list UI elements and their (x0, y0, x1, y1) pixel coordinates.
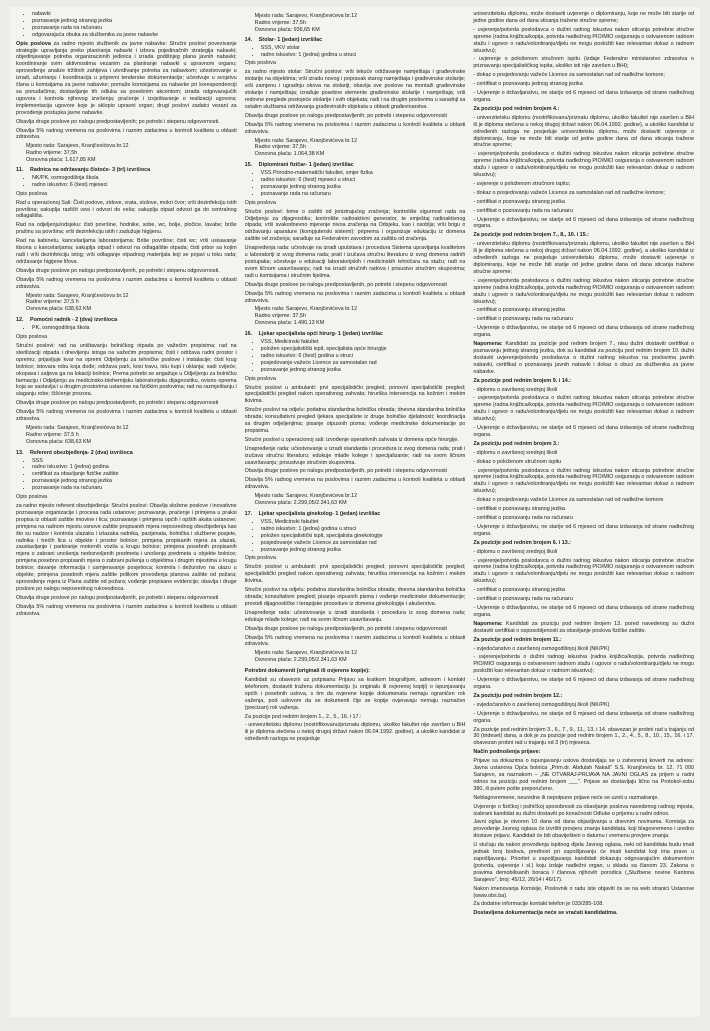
paragraph: - dokaz o položenom stručnom ispitu (473, 458, 562, 465)
paragraph: - Uvjerenje o državljanstvu, ne starije od 6 mjeseci od dana izdavanja od strane nadležnog organa. (473, 710, 695, 724)
paragraph: - Uvjerenje o državljanstvu, ne starije od 6 mjeseci od dana izdavanja od strane nadležnog organa. (473, 677, 695, 691)
paragraph: Prijave sa dokazima o ispunjavanju uslova dostavljaju se u zatvorenoj koverti na adresu: Javna ustanova Opća bolnica „Prim.dr. Abdulah Nakaš" S.S. Kranjčevića br. 12, 71 000 Sarajevo, sa naznakom – „NE OTVARAJ-PRIJAVA NA JAVNI OGLAS za prijem u radni odnos na poziciju pod rednim brojem ___". Prijave se dostavljaju lično na Protokol-sobu 380, ili putem pošte preporučeno. (473, 758, 695, 792)
docs-text: Za pozicije pod rednim brojem 1., 2., 5., 16. i 17.: (244, 713, 362, 720)
list-item: • VSS, Medicinski fakultet (261, 519, 466, 526)
paragraph: - diplomu o završenoj srednjoj školi (473, 386, 558, 393)
job-meta (26, 425, 237, 446)
paragraph: - uvjerenje o položenom stručnom ispitu (izdaje Federalno ministarstvo zdravstva o priznavanju specijalističkog ispita, ukoliko isti nije završen u BiH); (473, 56, 695, 70)
job-time: Obavlja 5% radnog vremena na poslovima i raznim zadacima u kontroli kvaliteta u oblasti zdravstva. (244, 121, 466, 135)
paragraph: - diplomu o završenoj srednjoj školi (473, 548, 558, 555)
job-desc: Unapređenja rada: učestvuje na izradi uputstava i procedura Sistema upravljanja kvalitetom u laboratoriji iz svog domena rada; prati i izučava stručnu literaturu iz svog domena radnih postupaka; učestvuje u edukaciji laboratorijskih i medicinskih tehničara na stažu; radi na svom ličnom usavršavanju; radi na izradi stručnih radova i prisustvo stručnim skupovima; radi u komisijama i stručnim tijelima. (244, 245, 466, 279)
column-2 (245, 11, 466, 1013)
job-extra: Obavlja druge poslove po nalogu predpostavljenih; po potrebi i stepenu odgovornosti. (16, 118, 220, 125)
work-place: Mjesto rada: Sarajevo, Kranjčevićeva br.12 (26, 424, 129, 431)
job-extra: Obavlja druge poslove po nalogu predpostavljenih, po potrebi i stepenu odgovornosti (244, 281, 447, 288)
paragraph: Za pozicije pod rednim brojem 3., 6., 7., 9., 11., 13. i 14. obavezan je probni rad u trajanju od 30 (trideset) dana, a dok je za pozicije pod rednim brojem 1., 2., 4., 5., 8., 10., 15., 16. i 17. obavezan probni rad u trajanju od 3 (tri) mjeseca. (473, 726, 695, 747)
job-16 (245, 331, 466, 507)
list-item: • radno iskustvo: 1 (jedna) godina u struci (261, 526, 466, 533)
work-hours: Radno vrijeme: 37,5 h (26, 431, 79, 438)
newspaper-page (10, 7, 700, 1017)
paragraph: - certifikat o poznavanju rada na računaru (473, 596, 573, 603)
job-time: Obavlja 5% radnog vremena na poslovima i raznim zadacima u kontroli kvaliteta u oblasti zdravstva. (244, 290, 466, 304)
base-salary: Osnovna plaća: 638,63 KM (26, 306, 92, 313)
paragraph: - uvjerenje/potvrda poslodavca o dužini radnog iskustva nakon sticanja potrebne stručne spreme (radna knjižica/kopija, potvrda nadležnog PIO/MIO osiguranja o ostvarenom radnom stažu i ugovor o radu/volontiranju/djelu ne mogu posložiti kao relevantan dokaz o radnom iskustvu); (473, 395, 695, 423)
base-salary: Osnovna plaća: 638,63 KM (26, 438, 92, 445)
paragraph: univerzitetsku diplomu, može dostaviti uvjerenje o diplomiranju, koje ne može biti starije od jedne godine dana od dana sticanja tražene stručne spreme; (473, 11, 695, 24)
paragraph: - univerzitetsku diplomu (nostrifikovanu/priznatu diplomu, ukoliko fakultet nije završen u BiH ili je diploma stečena u nekoj drugoj državi nakon 06.04.1992. godine), a ukoliko kandidat iz određenih razloga ne posjeduje univerzitetsku diplomu, može dostaviti uvjerenje o diplomiranju, koje ne može biti starije od jedne godine dana od dana sticanja tražene stručne spreme; (473, 114, 695, 149)
paragraph: - Uvjerenje o državljanstvu, ne starije od 6 mjeseci od dana izdavanja od strane nadležnog organa. (473, 425, 695, 438)
list-item: • poznavanje jednog stranog jezika (32, 18, 237, 25)
job-time: Obavlja 5% radnog vremena na poslovima i raznim zadacima u kontroli kvaliteta u oblasti zdravstva. (16, 127, 237, 141)
job-requirements (245, 519, 466, 554)
job-desc: za radno mjesto stolar: Stručni poslovi: vrši tekuće održavanje namještaja i građevinske stolarije na objektima; vrši izradu novog i popravak starog namještaja i građevinske stolarije; vrši zamjenu i ugradnju okova na stolariji; obavlja sve poslove na montaži građevinske stolarije i namještaja; izrađuje posebne elemente građevinske stolarije i namještaja; vrši redovne preglede postojeće stolarije i svih objekata; radi i na drugim poslovima u saradnji sa ostalim službama održavanja građevinskih objekata u oblasti građevinarstva. (244, 69, 466, 110)
job-meta (255, 13, 466, 34)
base-salary: Osnovna plaća: 2.299,05/2.341,63 KM (254, 657, 347, 664)
job-desc: Rad na odjeljenju/odsjeku: čisti površine, hodnike, sobe, wc, bolje, pločice, lavabe; briše prašinu sa površina; vrši dezinfekciju istih i zadužuje higijenu. (16, 222, 237, 236)
list-item: • poznavanje jednog stranog jezika (261, 547, 466, 554)
list-item: • radno iskustvo: 1 (jedna) godina u struci (261, 52, 466, 59)
paragraph: Uvjerenje o fizičkoj i psihičkoj sposobnosti za obavljanje poslova navedenog radnog mjesta, izabrani kandidat su dužni dostaviti po konačnosti Odluke o prijemu u radni odnos. (473, 803, 695, 817)
column-3 (473, 11, 694, 1013)
job-meta (26, 143, 237, 164)
paragraph: - uvjerenje o položenom stručnom ispitu; (473, 180, 571, 187)
desc-heading: Opis poslova (16, 334, 48, 341)
job-title: 17. Ljekar specijalista ginekolog- 1 (jedan) izvršilac (244, 511, 381, 517)
job-12 (16, 317, 237, 445)
job-desc: Rad na kabinetu, kancelarijama laboratorijama: Briše površine; čisti wc; vrši usisavanje itisona u kancelarijama; sakuplja otpad i odvozi na odlagalište otpada; čisti prbor sa kojim radi i vrši dezinfekciju istog; vrši odlaganje otpadnog materijala koji se pojavi u toku rada; održavanje higijene lifova. (16, 238, 237, 265)
desc-heading: Opis poslova (244, 60, 276, 67)
closing-note: Dostavljena dokumentacija neće se vraćati kandidatima. (473, 910, 618, 917)
paragraph: - Uvjerenje o državljanstvu, ne starije od 6 mjeseci od dana izdavanja od strane nadležnog organa. (473, 604, 695, 618)
job-15 (245, 162, 466, 327)
list-item: • certifikat za obavljanje fizičke zaštite (32, 471, 237, 478)
paragraph: - certifikat o poznavanju stranog jezika (473, 307, 566, 314)
paragraph: - svjedočanstvo o završenoj osmogodišnjoj školi (NK/PK) (473, 701, 610, 708)
section-heading: Za pozicije pod rednim brojem 7., 8., 10. i 15.: (473, 232, 589, 239)
list-item: • NK/PK, osmogodišnja škola (32, 175, 237, 182)
desc-heading: Opis poslova (244, 555, 276, 562)
desc-heading: Opis poslova (16, 190, 48, 197)
paragraph: - uvjerenje/potvrda poslodavca o dužini radnog iskustva nakon sticanja potrebne stručne spreme (radna knjižica/kopija, potvrda nadležnog PIO/MIO osiguranja o ostvarenom radnom stažu i ugovor o radu/volontiranju/djelu ne mogu posložiti kao relevantan dokaz o radnom iskustvu); (473, 277, 695, 305)
job-title: 11. Radnica na održavanju čistoće- 3 (tri) izvršioca (16, 167, 151, 174)
work-place: Mjesto rada: Sarajevo, Kranjčevićeva br.12 (254, 650, 358, 657)
base-salary: Osnovna plaća: 1.064,38 KM (254, 151, 325, 158)
list-item: • VSS, Medicinski fakultet (261, 339, 466, 346)
job-time: Obavlja 5% radnog vremena na poslovima i raznim zadacima u kontroli kvaliteta u oblasti zdravstva. (16, 276, 237, 290)
desc-heading: Opis poslova (244, 375, 276, 382)
job-meta (255, 650, 466, 664)
list-item: • poznavanje jednog stranog jezika (261, 184, 466, 191)
base-salary: Osnovna plaća: 1.617,85 KM (26, 157, 96, 164)
section-heading: Za poziciju pod rednim brojem 12.: (473, 692, 563, 699)
paragraph: - uvjerenje/potvrda o dužini radnog iskustva (radna knjižica/kopija, potvrda nadležnog PIO/MIO osiguranja o ostvarenom radnom stažu i ugovor o radu/volontiranju/djelu ne mogu posložiti kao relevantan dokaz o radnom iskustvu); (473, 654, 695, 675)
paragraph: - dokaz o posjedovanju važeće Licence za samostalan rad od nadležne komore; (473, 189, 665, 196)
paragraph: Neblagovremene, neuredne ili nepotpune prijave neće se uzeti u razmatranje. (473, 794, 659, 801)
base-salary: Osnovna plaća: 2.299,05/2.341,63 KM (254, 500, 347, 507)
work-hours: Radno vrijeme: 37,5h (254, 313, 306, 320)
job-desc: Unapređenje rada: učestvovanje u izradi standarda i procedura iz svog domena rada; edukuje mlađe kolege; radi na svom ličnom usavršavanju. (244, 609, 466, 623)
job-desc: Stručni poslovi na odjelu: podatna standardna bolnička obrada; dnevna standardna bolnička obrada; konsultativni pregled ljekara specijaliste iz druge bolničke djelatnosti; koordinacija sa drugim odjeljenjima; pisanje otpusnih pisma; vođenje medicinske dokumentacije po propisima. (244, 407, 466, 434)
paragraph: - certifikat o poznavanju stranog jezika (473, 198, 566, 205)
section-heading: Za pozicije pod rednim brojem 6. i 13.: (473, 539, 571, 546)
job-desc: Stručni poslovi: rad na uništavanju bolničkog otpada po važećim propisima; rad na sterilizaciji otpada i dnevljenju istoga na važećim propisima; čisti i održava radni prostor i opremu; prijavljuje kvar na opremi Odjeljenju za tehničke poslove i instalacije; čisti krug bolnice; istovara robu koja dođe; održava park, kosi travu, istu kupi i uklanja; sadi cvijeće, okopava i zaljeva ga na lokaciji bolnice; Prema potrebi se angažuje u Odjeljenju za bolničku farmaciju i Odjeljenju za medicinsko-biohemijsku laboratorijsku dijagnostiku, ovisno oprema koja se sastavlja i u drugim prostorima ustanove na fizičkim poslovima; rad na razmještanju i slaganju robe; čišćenje prozora. (16, 342, 237, 398)
paragraph: U slučaju da nakon provođenja ispitnog dijela Javnog oglasa, neki od kandidata budu imali jednak broj bodova, prednost pri zapošljavanju će imati kandidat koji ima pravo u zapošljavanju. Prioritet u zapošljavanju kandidati dokazuju odgovarajućim dokumentom (potvrda, uvjerenje i sl.) koju izdaje nadležni organ, u skladu sa članom 23. Zakona o pravima demobilisanih boraca i članova njihovih porodica („Službene novine Kantona Sarajevo", broj: 45/12, 26/14 i 46/17). (473, 842, 695, 883)
list-item: • poznavanje jednog stranog jezika (261, 367, 466, 374)
list-item: • nabavki (32, 11, 237, 18)
job-meta (255, 306, 466, 327)
job-desc: Stručni poslovi u operacionoj sali: izvođenje operativnih zahvata iz domena opće hirurgije. (244, 436, 459, 443)
base-salary: Osnovna plaća: 936,65 KM (254, 26, 320, 33)
desc-heading: Opis poslova (16, 494, 48, 501)
paragraph: - certifikat o poznavanju stranog jezika (473, 587, 566, 594)
list-item: • PK, osmogodišnja škola (32, 325, 237, 332)
job-desc: Stručni poslovi u ambulanti: prvi specijalistički pregled; ponovni specijalistički pregled; specijalistički pregled nakon operativnog zahvata; hirurška intervencija na kožnim i mekim tkivima. (244, 384, 466, 405)
section-heading: Za poziciju pod rednim brojem 3.: (473, 440, 560, 447)
job-extra: Obavlja druge poslove po nalogu predpostavljenih, po potrebi i stepenu odgovornosti. (16, 267, 220, 274)
list-item: • radno iskustvo: 6 (šest) mjeseci (32, 182, 237, 189)
job-time: Obavlja 5% radnog vremena na poslovima i raznim zadacima u kontroli kvaliteta u oblasti zdravstva. (244, 634, 466, 648)
list-item: • odgovarajuća obuka za službenika za javne nabavke (32, 32, 237, 39)
paragraph: - dokaz o posjedovanju važeće Licence za samostalan rad od nadležne komore; (473, 72, 665, 79)
job-title: 13. Referent obezbjeđenja- 2 (dva) izvršioca (16, 449, 133, 456)
paragraph: - uvjerenje/potvrda poslodavca o dužini radnog iskustva nakon sticanja potrebne stručne spreme (radna knjižica/kopija, potvrda nadležnog PIO/MIO osiguranja o ostvarenom radnom stažu i ugovor o radu/volontiranju/djelu ne mogu posložiti kao relevantan dokaz o radnom iskustvu); (473, 557, 695, 585)
list-item: • položen specijalistički ispit, specijalista opće hirurgije (261, 346, 466, 353)
paragraph: - uvjerenje/potvrda poslodavca o dužini radnog iskustva nakon sticanja potrebne stručne spreme (radna knjižica/kopija, potvrda nadležnog PIO/MIO osiguranja o ostvarenom radnom stažu i ugovor o radu/volontiranju/djelu ne mogu posložiti kao relevantan dokaz o radnom iskustvu); (473, 467, 695, 495)
job-meta (26, 293, 237, 314)
paragraph: - Uvjerenje o državljanstvu, ne starije od 6 mjeseci od dana izdavanja od strane nadležnog organa. (473, 90, 695, 103)
job-extra: Obavlja druge poslove po nalogu predpostavljenih, po potrebi i stepenu odgovornosti (16, 594, 219, 601)
work-place: Mjesto rada: Sarajevo, Kranjčevićeva br.12 (254, 13, 358, 19)
list-item: • radno iskustvo: 1 (jedna) godina (32, 464, 237, 471)
work-place: Mjesto rada: Sarajevo, Kranjčevićeva br.12 (254, 306, 358, 313)
paragraph: - svjedočanstvo o završenoj osmogodišnjoj školi (NK/PK) (473, 645, 610, 652)
note: Napomena: Kandidati za pozicije pod rednim brojem 7., nisu dužni dostaviti certifikat o poznavanju jednog stranog jezika, dok su kandidati za poziciju pod rednim brojem 10. dužni dostaviti uvjerenje/potvrdu poslodavca o dužini radnog iskustva na poslovima javnih nabavki, certifikat o poznavanju javnih nabavki i dokaz o obuci za službenika za javne nabavke. (473, 341, 695, 375)
work-hours: Radno vrijeme: 37,5 h (26, 299, 79, 306)
list-item: • položen specijalistički ispit, specijalista ginekologije (261, 533, 466, 540)
paragraph: - Uvjerenje o državljanstvu, ne starije od 6 mjeseci od dana izdavanja od strane nadležnog organa. (473, 325, 695, 339)
job-desc: Stručni poslovi na odjelu: podatna standardna bolnička obrada; dnevna standardna bolnička obrada; konsultativni pregled; pisanje otpusnih pisma i vođenje medicinske dokumentacije; provodi dijagnostičke i terapijske procedure iz domena ginekologije i akušerstva. (244, 587, 466, 607)
job-requirements (16, 458, 237, 493)
desc-heading: Opis poslova (244, 199, 276, 206)
job-extra: Obavlja druge poslove po nalogu predpostavljenih, po potrebi i stepenu odgovornosti (244, 625, 447, 632)
job-requirements (245, 45, 466, 59)
work-hours: Radno vrijeme: 37,5h (254, 19, 306, 26)
paragraph: - diplomu o završenoj srednjoj školi (473, 449, 558, 456)
job-desc: Stručni poslovi: brine o zaštiti od jonizirajućeg zračenja; kontroliše sigurnost rada na Odjeljenju za dijagnostiku; kontroliše radioaktivni generator, te smještaj radioaktivnog otpada; vrši svakodnevno mjerenje nivoa zračenja na Odsjeku, kao i osoblja; vrši brigu o održavanju aparature (kompjuterski sistemi): priprema i organizuje edukaciju iz domena zaštite od zračenja; sarađuje sa Federalnim zavodom za zaštitu od zračenja. (244, 208, 466, 243)
work-place: Mjesto rada: Sarajevo, Kranjčevićeva br.12 (26, 143, 129, 150)
list-item: • radno iskustvo: 6 (šest) godina u struci (261, 353, 466, 360)
job-title: 12. Pomoćni radnik - 2 (dva) izvršioca (16, 317, 118, 324)
work-hours: Radno vrijeme: 37,5h (26, 150, 78, 157)
paragraph: - Uvjerenje o državljanstvu, ne starije od 6 mjeseci od dana izdavanja od strane nadležnog organa. (473, 523, 695, 537)
job-11 (16, 167, 237, 313)
job-title: 14. Stolar- 1 (jedan) izvršilac (244, 36, 323, 43)
list-item: • radno iskustvo: 6 (šest) mjeseci u struci (261, 177, 466, 184)
docs-text: Kandidati su obavezni uz potpisanu Prijavu sa kratkom biografijom, adresom i kontakt telefonom, dostaviti traženu dokumentaciju (u originalu ili ovjerenoj kopiji) o ispunjavanju općih i posebnih uslova, s tim da ovjerene kopije dokumenata nemaju ograničen rok važenja, pod uslovom da se dokumenti čije se kopije ovjeravaju nemaju naznačen (precizan) rok važenja. (244, 677, 466, 711)
paragraph: - uvjerenje/potvrda poslodavca o dužini radnog iskustva nakon sticanja potrebne stručne spreme (radna knjižica/kopija, potvrda nadležnog PIO/MIO osiguranja o ostvarenom radnom stažu i ugovor o radu/volontiranju/djelu ne mogu posložiti kao relevantan dokaz o radnom iskustvu); (473, 26, 695, 54)
paragraph: Nakon imenovanja Komisije, Poslovnik o radu iste objaviti će se na web stranici Ustanove (www.obs.ba). (473, 885, 695, 899)
job-desc: Stručni poslovi u ambulanti: prvi specijalistički pregled; ponovni specijalistički pregled; specijalistički pregled nakon operativnog zahvata; hirurška intervencija na kožnim i mekim tkivima. (244, 564, 466, 585)
job-extra: Obavlja druge poslove po nalogu predpostavljenih, po potrebi i stepenu odgovornosti (244, 468, 447, 475)
section-heading: Za pozicije pod rednim brojem 11.: (473, 636, 562, 643)
section-heading: Za poziciju pod rednim brojem 4.: (473, 105, 560, 112)
section-heading: Za pozicije pod rednim brojem 9. i 14.: (473, 377, 571, 384)
work-place: Mjesto rada: Sarajevo, Kranjčevićeva br.12 (254, 493, 358, 500)
paragraph: Javni oglas je otvoren 10 dana od dana objavljivanja u dnevnim novinama. Komisija za provođenje Javnog oglasa će izvršiti provjeru znanja kandidata, koji blagovremeno i uredno dostave prijavu. Kandidati će biti obaviješteni o datumu i vremenu provjere znanja. (473, 819, 695, 840)
job-14 (245, 37, 466, 159)
section-heading: Način podnošenja prijave: (473, 749, 541, 756)
job-desc: Rad u operacionoj Sali: Čisti podove, zidove, vrata, stolove, mokri čvor; vrši dezinfekciju istih površina; sakuplja različit vesi i odvozi do veša; sakuplja otpad odvozi ga do centralnog odlagališta. (16, 199, 237, 220)
job-description: Opis poslova za radno mjesto službenik za javne nabavke: Stručni poslovi povezivanje strategije upravljanja preko planiranja nabavki i izbora pojedinačnih strategija nabavki; objedinjavanje potreba organizacionih jedinica i izrada godišnjeg plana javnih nabavki; koordiniranje svim aktivnostima vezanim za planiranje nabavki u upravnom organu; sprovođenje analize tržišnih zahtjeva i utvrđivanje potreba za nabavkom; učestvovanje u izradi, ažuriranju i koordinacija u pripremi tenderske dokumentacije; učestvuje u svojstvu člana u komisijama za javne nabavke; pomaže komisijama za nabavke pri korespondenciji sa ponuđačima; dostavljanje tih odluka sa posebnim akcentom; izrada odgovarajućih ugovora i kontrola njihovog izvršenja; praćenje i izvještavanje o realizaciji ugovora; implementacija ugovore koje je sklopio upravni organ; drugi poslovi zadatci vezani za provođenje postupka javne nabavke. (16, 40, 237, 116)
requirements-list (16, 11, 237, 39)
base-salary: Osnovna plaća: 1.490,13 KM (254, 320, 325, 327)
job-desc: Unapređenje rada: učestvovanje u izradi standarda i procedura iz svog domena rada; prati i izučava stručnu literaturu; edukuje mlađe kolege i specijalizante; radi na svom ličnom usavršavanju; prisustvuje stručnim skupovima. (244, 445, 466, 466)
work-place: Mjesto rada: Sarajevo, Kranjčevićeva br.12 (254, 137, 358, 144)
paragraph: - uvjerenje/potvrda poslodavca o dužini radnog iskustva nakon sticanja potrebne stručne spreme (radna knjižica/kopija, potvrda nadležnog PIO/MIO osiguranja o ostvarenom radnom stažu i ugovor o radu/volontiranju/djelu ne mogu posložiti kao relevantan dokaz o radnom iskustvu); (473, 151, 695, 179)
paragraph: - univerzitetsku diplomu (nostrifikovanu/priznatu diplomu, ukoliko fakultet nije završen u BiH ili je diploma stečena u nekoj drugoj državi nakon 06.04.1992. godine), a ukoliko kandidat iz određenih razloga ne posjeduje univerzitetsku diplomu, može dostaviti uvjerenje o diplomiranju, koje ne može biti starije od jedne godine dana od dana sticanja tražene stručne spreme; (473, 241, 695, 275)
job-meta (255, 138, 466, 159)
job-requirements (245, 339, 466, 374)
column-1 (16, 11, 237, 1013)
work-place: Mjesto rada: Sarajevo, Kranjčevićeva br.12 (26, 292, 129, 299)
note: Napomena: Kandidati za poziciju pod rednim brojem 13. pored navedenog su dužni dostaviti certifikat o osposobljenosti za obavljanje poslova fizičke zaštite. (473, 620, 695, 634)
job-desc: za radno mjesto referent obezbjeđenja: Stručni poslovi: Obavlja složene poslove i inovativne poznavanje organizacije i procesa rada ustanove; poznavanje, praćenje i primjena u praksi propisa iz oblasti zaštite imovine i lica; poznavanje i primjena općih i opštih akata ustanove; primjena na radnom mjestu osnove zaštite propisanih mjera neposrednog obezbjeđenja kao što su nadzor i kontrola ulazaka i izlazaka radnika, pacijenata, bolnička i službene posjete, radnika i trećih lica u objekte i prostor bolnice; primjena propisanih mjera za ulazak, zaustavljanje i parkiranje motornih vozila u krugu bolnice; primjena posebnih propisanih mjera o zabrani unošenja nedozvoljenih predmeta i unošenja predmeta u objekte bolnice; primjena posebno propisanih mjera o zabrani pušenja u objektima i drugim mjestima u krugu bolnice; davanje informacija i usmjeravanje posjetioca; kontrola i dežurstvo na ulazu u objekte; primjena posebnih mjera zaštite prilikom provođenja planova zaštite od požara; sprovođenje mjera iz Plana zaštite od požara; vođenje propisane evidencije; obavlja i druge poslove po nalogu neposrednog rukovodioca. (16, 503, 237, 592)
list-item: • SSS, VKV stolar (261, 45, 466, 52)
paragraph: - dokaz o posjedovanju važeće Licence za samostalan rad od nadležne komore (473, 497, 664, 504)
job-title: 16. Ljekar specijalista opći hirurg- 1 (jedan) izvršilac (244, 331, 384, 338)
list-item: • posjedovanje važeće Licence za samostalan rad (261, 360, 466, 367)
job-time: Obavlja 5% radnog vremena na poslovima i raznim zadacima u kontroli kvaliteta u oblasti zdravstva. (16, 603, 237, 617)
docs-heading: Potrebni dokumenti (originali ili ovjerene kopije): (244, 668, 370, 675)
list-item: • poznavanje rada na računaru (261, 191, 466, 198)
docs-text: - univerzitetsku diplomu (nostrifikovanu/priznatu diplomu, ukoliko fakultet nije završen u BiH ili je diploma stečena u nekoj drugoj državi nakon 06.04.1992. godine), a ukoliko kandidat iz određenih razloga ne posjeduje (244, 722, 466, 743)
job-requirements (16, 325, 237, 332)
job-meta (255, 493, 466, 507)
paragraph: - certifikat o poznavanju rada na računaru (473, 515, 573, 521)
job-title: 15. Diplomirani fizičar- 1 (jedan) izvršilac (244, 162, 354, 169)
paragraph: - certifikat o poznavanju stranog jezika (473, 506, 566, 513)
paragraph: - certifikat o poznavanju rada na računaru (473, 207, 573, 214)
job-requirements (245, 170, 466, 198)
paragraph: - Uvjerenje o državljanstvu, ne starije od 6 mjeseci od dana izdavanja od strane nadležnog organa. (473, 216, 695, 230)
list-item: • posjedovanje važeće Licence za samostalan rad (261, 540, 466, 547)
job-13 (16, 450, 237, 618)
work-hours: Radno vrijeme: 37,5h (254, 144, 306, 151)
job-time: Obavlja 5% radnog vremena na poslovima i raznim zadacima u kontroli kvaliteta u oblasti zdravstva. (244, 477, 466, 491)
paragraph: - certifikat o poznavanju jednog stranog jezika (473, 81, 583, 88)
list-item: • SSS (32, 458, 237, 465)
job-requirements (16, 175, 237, 189)
job-extra: Obavlja druge poslove po nalogu predpostavljenih, po potrebi i stepenu odgovornosti (16, 400, 219, 407)
paragraph: - certifikat o poznavanju rada na računaru (473, 316, 573, 323)
paragraph: Za dodatne informacije kontakt telefon je 033/285-108. (473, 901, 604, 908)
list-item: • poznavanje jednog stranog jezika (32, 478, 237, 485)
job-17 (245, 511, 466, 664)
list-item: • poznavanje rada na računaru (32, 25, 237, 32)
list-item: • VSS Prirodno-matematički fakultet, smjer fizika (261, 170, 466, 177)
job-extra: Obavlja druge poslove po nalogu predpostavljenih; po potrebi i stepenu odgovornosti (244, 112, 447, 119)
list-item: • poznavanje rada na računaru (32, 485, 237, 492)
job-time: Obavlja 5% radnog vremena na poslovima i raznim zadacima u kontroli kvaliteta u oblasti zdravstva. (16, 409, 237, 423)
